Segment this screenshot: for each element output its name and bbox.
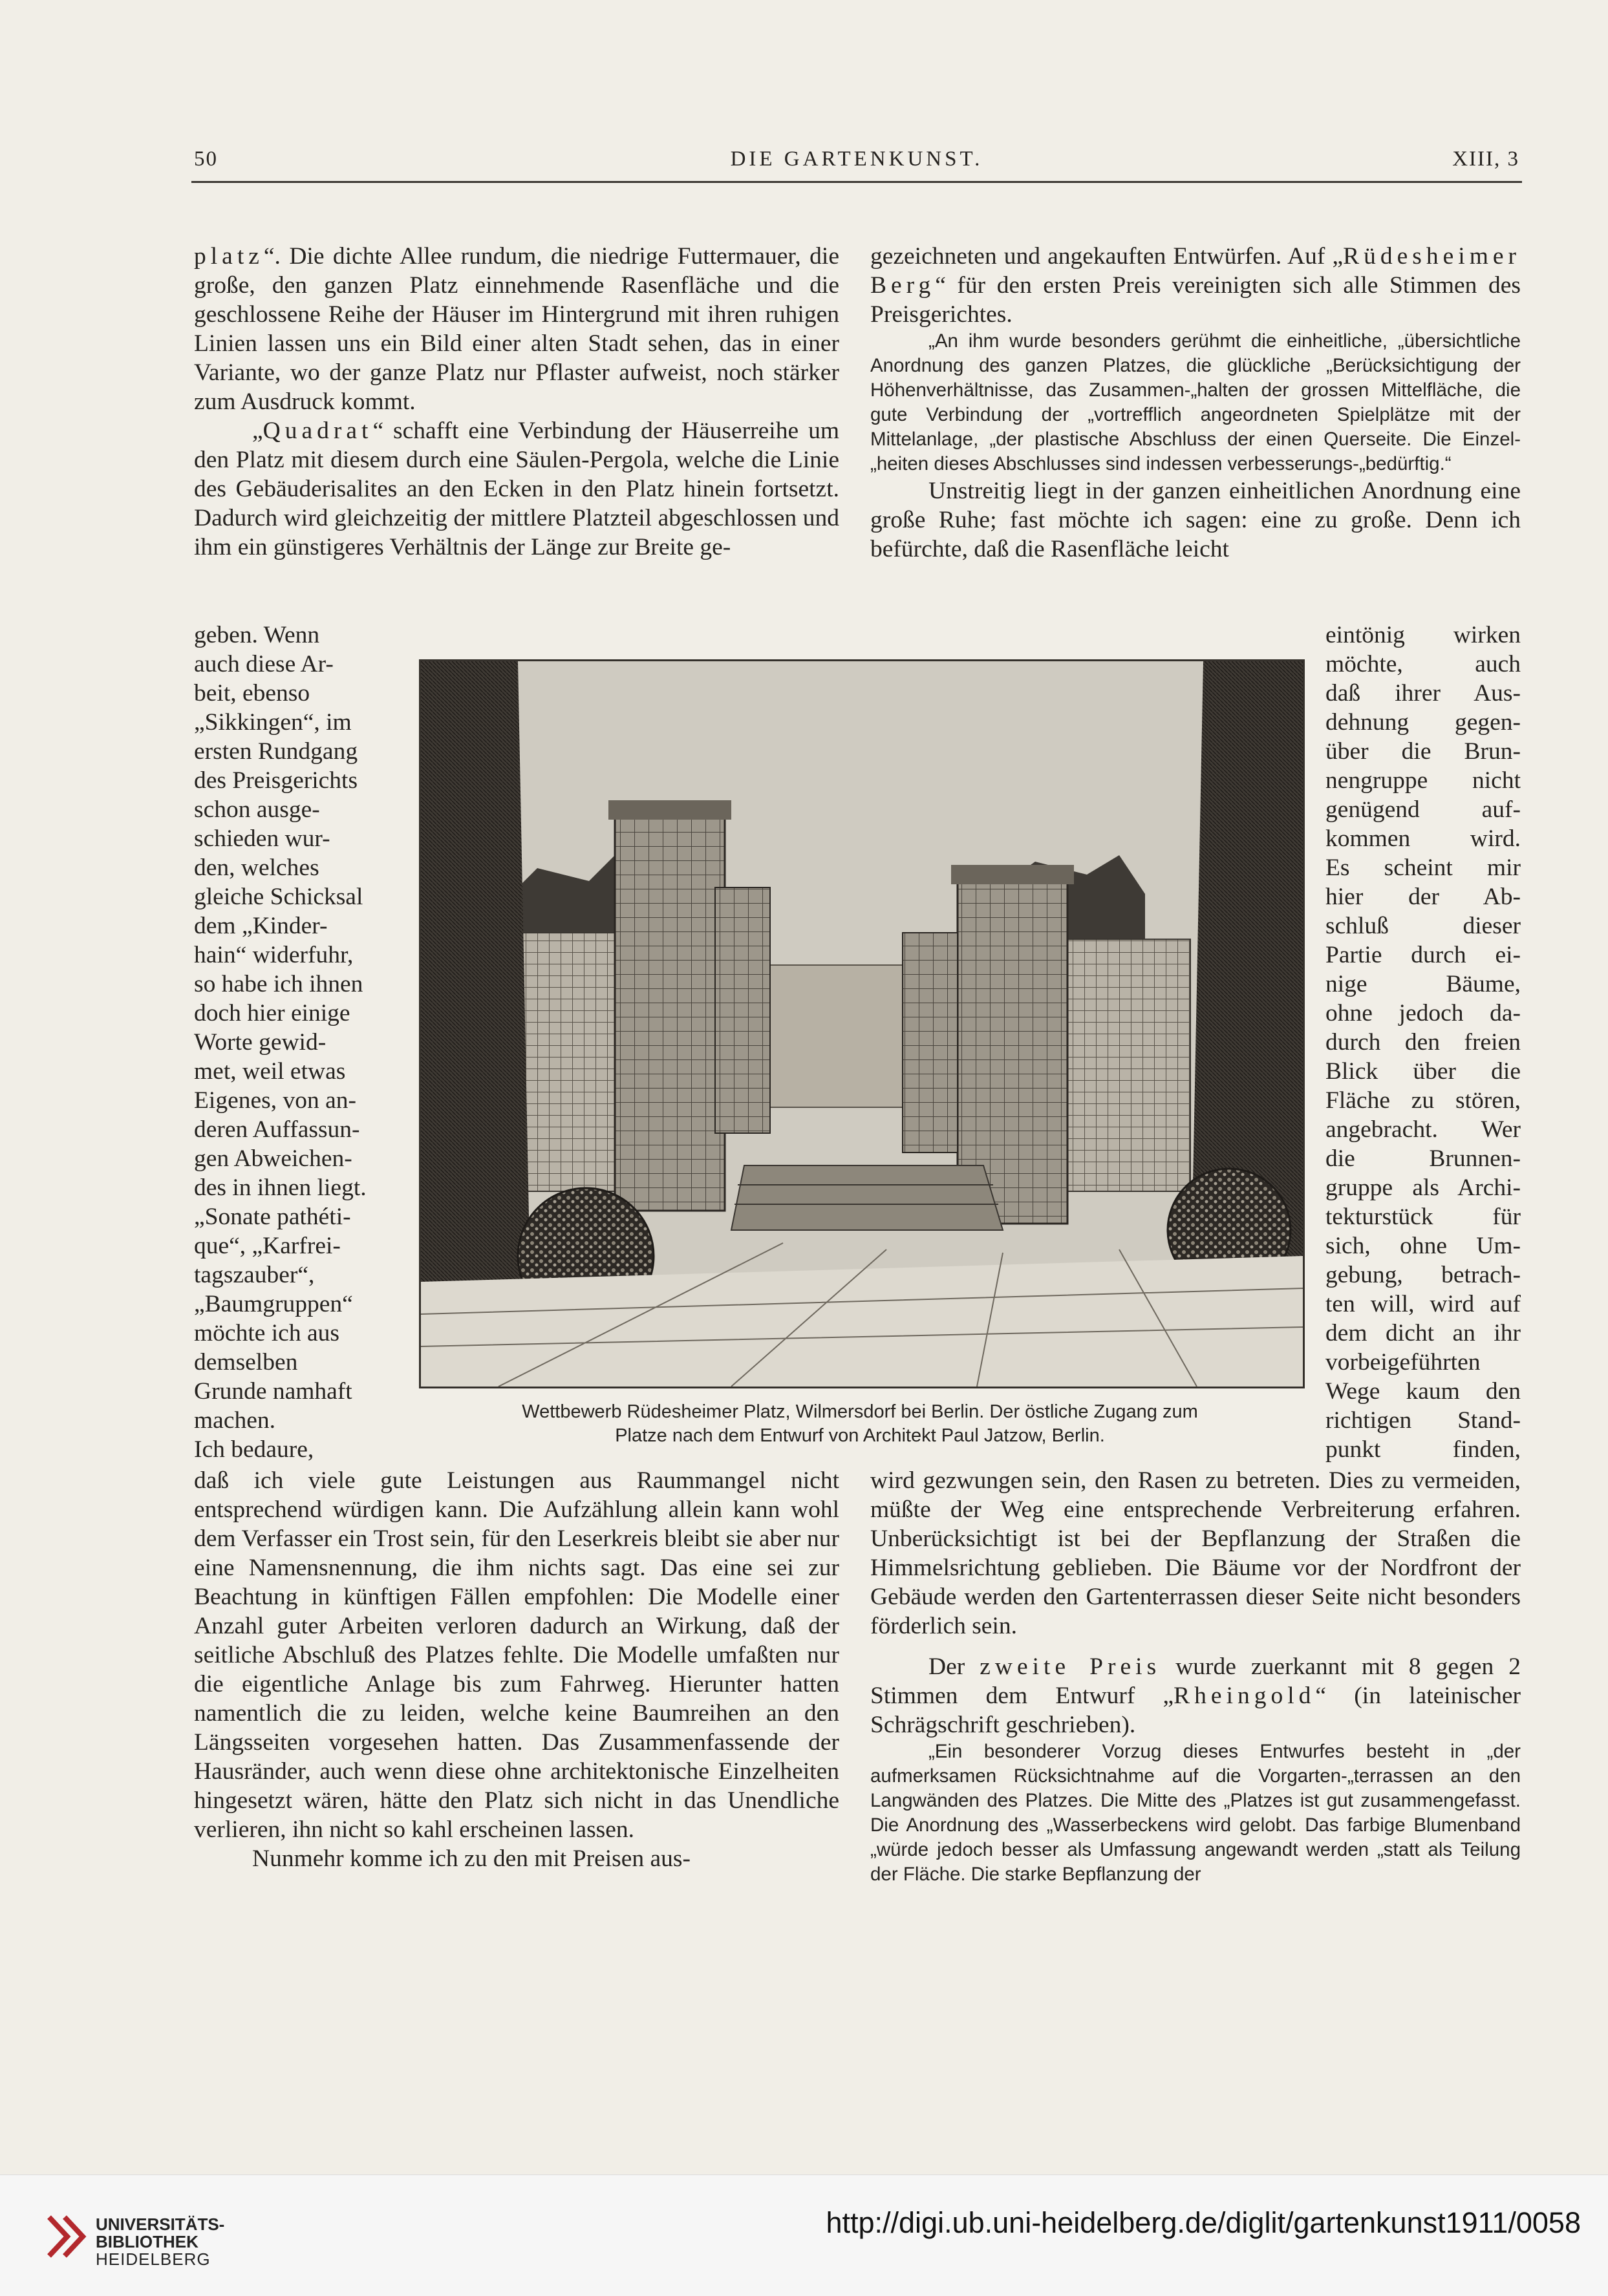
wrap-line: Grunde namhaft (194, 1378, 352, 1405)
wrap-line: machen. (194, 1407, 275, 1434)
wrap-line: möchte ich aus (194, 1320, 339, 1346)
wrap-line: dem „Kinder- (194, 913, 328, 939)
wrap-line: schon ausge- (194, 796, 320, 823)
paragraph-text: “ (in lateinischer Schrägschrift geschrieben). (870, 1683, 1521, 1738)
wrap-line: que“, „Karfrei- (194, 1233, 341, 1259)
wrap-line: met, weil etwas (194, 1058, 346, 1085)
library-name-line: UNIVERSITÄTS- (96, 2215, 225, 2234)
wrap-line: möchte, auch (1325, 651, 1521, 677)
wrap-line: so habe ich ihnen (194, 971, 363, 997)
wrap-line: hain“ widerfuhr, (194, 942, 354, 968)
wrap-line: die Brunnen- (1325, 1145, 1521, 1172)
paragraph (194, 242, 839, 416)
jury-quote: „An ihm wurde besonders gerühmt die einheitliche, „übersichtliche Anordnung des ganzen Platzes, die glückliche „Berücksichtigung der Höhenverhältnisse, das Zusammen-„halten der grossen Mittelfläche, die gute Verbindung der „vortrefflich angeordneten Spielplätze mit der Mittelanlage, „der plastische Abschluss der einen Querseite. Die Einzel-„heiten dieses Abschlusses sind indessen verbesserungs-„bedürftig.“ (870, 330, 1521, 474)
wrap-line: „Baumgruppen“ (194, 1291, 353, 1317)
wrap-line: Ich bedaure, (194, 1436, 314, 1463)
right-column-bottom (870, 1466, 1521, 1887)
jury-quote: „Ein besonderer Vorzug dieses Entwurfes besteht in „der aufmerksamen Rücksichtnahme auf die Vorgarten-„terrassen an den Langwänden des Platzes. Die Mitte des „Platzes ist gut zusammengefasst. Die Anordnung des „Wasserbeckens wird gelobt. Das farbige Blumenband „würde jedoch besser als Umfassung angewandt werden „statt als Teilung der Fläche. Die starke Bepflanzung der (870, 1741, 1521, 1885)
journal-title: DIE GARTENKUNST. (730, 147, 983, 171)
wrap-line: beit, ebenso (194, 680, 310, 707)
wrap-line: schieden wur- (194, 825, 330, 852)
wrap-line: nige Bäume, (1325, 971, 1521, 997)
paragraph-text: gezeichneten und angekauften Entwürfen. Auf „ (870, 243, 1344, 270)
wrap-line: Es scheint mir (1325, 855, 1521, 881)
wrap-line: Eigenes, von an- (194, 1087, 356, 1114)
paragraph (870, 242, 1521, 329)
right-wrap-text (1325, 621, 1521, 1464)
wrap-line: über die Brun- (1325, 738, 1521, 765)
library-name-line: BIBLIOTHEK (96, 2232, 198, 2251)
wrap-line: angebracht. Wer (1325, 1116, 1521, 1143)
wrap-line: tekturstück für (1325, 1204, 1521, 1230)
wrap-line: hier der Ab- (1325, 884, 1521, 910)
wrap-line: Blick über die (1325, 1058, 1521, 1085)
library-name-line: HEIDELBERG (96, 2249, 211, 2269)
paragraph (194, 416, 839, 562)
caption-line: Wettbewerb Rüdesheimer Platz, Wilmersdorf bei Berlin. Der östliche Zugang zum (522, 1401, 1198, 1422)
wrap-line: punkt finden, (1325, 1436, 1521, 1463)
wrap-line: sich, ohne Um- (1325, 1233, 1521, 1259)
wrap-line: ten will, wird auf (1325, 1291, 1521, 1317)
wrap-line: gen Abweichen- (194, 1145, 352, 1172)
wrap-line: den, welches (194, 855, 319, 881)
wrap-line: gleiche Schicksal (194, 884, 363, 910)
paragraph-text: “ schafft eine Verbindung der Häuserreihe um den Platz mit diesem durch eine Säulen-Pergola, welche die Linie des Gebäuderisalites an den Ecken in den Platz hinein fortsetzt. Dadurch wird gleichzeitig der mittlere Platzteil abgeschlossen und ihm ein günstigeres Verhältnis der Länge zur Breite ge- (194, 418, 839, 560)
wrap-line: gruppe als Archi- (1325, 1175, 1521, 1201)
paragraph: daß ich viele gute Leistungen aus Raummangel nicht entsprechend würdigen kann. Die Aufzählung allein kann wohl dem Verfasser ein Trost sein, für den Leserkreis bleibt sie aber nur eine Namensnennung, die ihm nichts sagt. Das eine sei zur Beachtung in künftigen Fällen empfohlen: Die Modelle einer Anzahl guter Arbeiten verloren dadurch an Wirkung, daß der seitliche Abschluß des Platzes fehlte. Die Modelle umfaßten nur die eigentliche Anlage bis zum Fahrweg. Hierunter hatten namentlich die zu leiden, welche keine Baumreihen an den Längsseiten vorgesehen hatten. Das Zusammenfassende der Hausränder, auch wenn diese ohne architektonische Einzelheiten hingesetzt wären, hätte den Platz sich nicht in das Unendliche verlieren, ihn nicht so kahl erscheinen lassen. (194, 1467, 839, 1843)
wrap-line: „Sikkingen“, im (194, 709, 352, 736)
wrap-line: eintönig wirken (1325, 622, 1521, 648)
wrap-line: doch hier einige (194, 1000, 350, 1026)
wrap-line: gebung, betrach- (1325, 1262, 1521, 1288)
paragraph-text: “. Die dichte Allee rundum, die niedrige Futtermauer, die große, den ganzen Platz einnehmende Rasenfläche und die geschlossene Reihe der Häuser im Hintergrund mit ihren ruhigen Linien lassen uns ein Bild einer alten Stadt sehen, das in einer Variante, wo der ganze Platz nur Pflaster aufweist, noch stärker zum Ausdruck kommt. (194, 243, 839, 415)
paragraph: Unstreitig liegt in der ganzen einheitlichen Anordnung eine große Ruhe; fast möchte ich sagen: eine zu große. Denn ich befürchte, daß die Rasenfläche leicht (870, 478, 1521, 562)
wrap-line: nengruppe nicht (1325, 767, 1521, 794)
paragraph-text: wurde zuerkannt mit 8 gegen 2 Stimmen dem Entwurf „ (870, 1653, 1521, 1709)
wrap-line: daß ihrer Aus- (1325, 680, 1521, 707)
spaced-word: platz (194, 243, 264, 270)
wrap-line: genügend auf- (1325, 796, 1521, 823)
spaced-word: Rüdesheimer Berg (870, 243, 1521, 299)
paragraph: Nunmehr komme ich zu den mit Preisen aus- (252, 1845, 691, 1872)
source-url-link[interactable]: http://digi.ub.uni-heidelberg.de/diglit/gartenkunst1911/0058 (826, 2206, 1581, 2239)
left-column-top (194, 242, 839, 562)
wrap-line: auch diese Ar- (194, 651, 334, 677)
left-wrap-text (194, 621, 381, 1464)
wrap-line: geben. Wenn (194, 622, 320, 648)
wrap-line: dehnung gegen- (1325, 709, 1521, 736)
wrap-line: des Preisgerichts (194, 767, 358, 794)
paragraph: wird gezwungen sein, den Rasen zu betreten. Dies zu vermeiden, müßte der Weg eine entsprechende Verbreiterung erfahren. Unberücksichtigt ist bei der Bepflanzung der Straßen die Himmelsrichtung geblieben. Die Bäume vor der Nordfront der Gebäude werden den Gartenterrassen dieser Seite nicht besonders förderlich sein. (870, 1467, 1521, 1639)
volume-number: XIII, 3 (1452, 147, 1519, 171)
wrap-line: Partie durch ei- (1325, 942, 1521, 968)
wrap-line: ohne jedoch da- (1325, 1000, 1521, 1026)
wrap-line: dem dicht an ihr (1325, 1320, 1521, 1346)
wrap-line: vorbeigeführten (1325, 1349, 1481, 1376)
wrap-line: Worte gewid- (194, 1029, 327, 1056)
spaced-word: Quadrat (263, 418, 373, 444)
open-quote: „ (252, 418, 263, 444)
illustration-drawing (421, 661, 1303, 1387)
spaced-word: zweite Preis (980, 1653, 1161, 1680)
paragraph (870, 1652, 1521, 1739)
wrap-line: schluß dieser (1325, 913, 1521, 939)
wrap-line: tagszauber“, (194, 1262, 315, 1288)
wrap-line: demselben (194, 1349, 298, 1376)
paragraph-text: Der (928, 1653, 980, 1680)
left-column-bottom (194, 1466, 839, 1873)
header-rule (191, 181, 1522, 183)
library-logo-icon (45, 2211, 91, 2262)
page-number: 50 (194, 147, 218, 171)
library-name (96, 2216, 224, 2268)
right-column-top (870, 242, 1521, 564)
caption-line: Platze nach dem Entwurf von Architekt Paul Jatzow, Berlin. (615, 1425, 1105, 1446)
running-header (194, 147, 1519, 178)
paragraph-text: “ für den ersten Preis vereinigten sich alle Stimmen des Preisgerichtes. (870, 272, 1521, 328)
wrap-line: ersten Rundgang (194, 738, 358, 765)
wrap-line: Fläche zu stören, (1325, 1087, 1521, 1114)
wrap-line: durch den freien (1325, 1029, 1521, 1056)
wrap-line: richtigen Stand- (1325, 1407, 1521, 1434)
wrap-line: kommen wird. (1325, 825, 1521, 852)
wrap-line: des in ihnen liegt. (194, 1175, 367, 1201)
figure-caption (414, 1400, 1306, 1448)
wrap-line: deren Auffassun- (194, 1116, 360, 1143)
wrap-line: Wege kaum den (1325, 1378, 1521, 1405)
wrap-line: „Sonate pathéti- (194, 1204, 351, 1230)
spaced-word: Rheingold (1174, 1683, 1316, 1709)
architectural-illustration (419, 659, 1305, 1388)
